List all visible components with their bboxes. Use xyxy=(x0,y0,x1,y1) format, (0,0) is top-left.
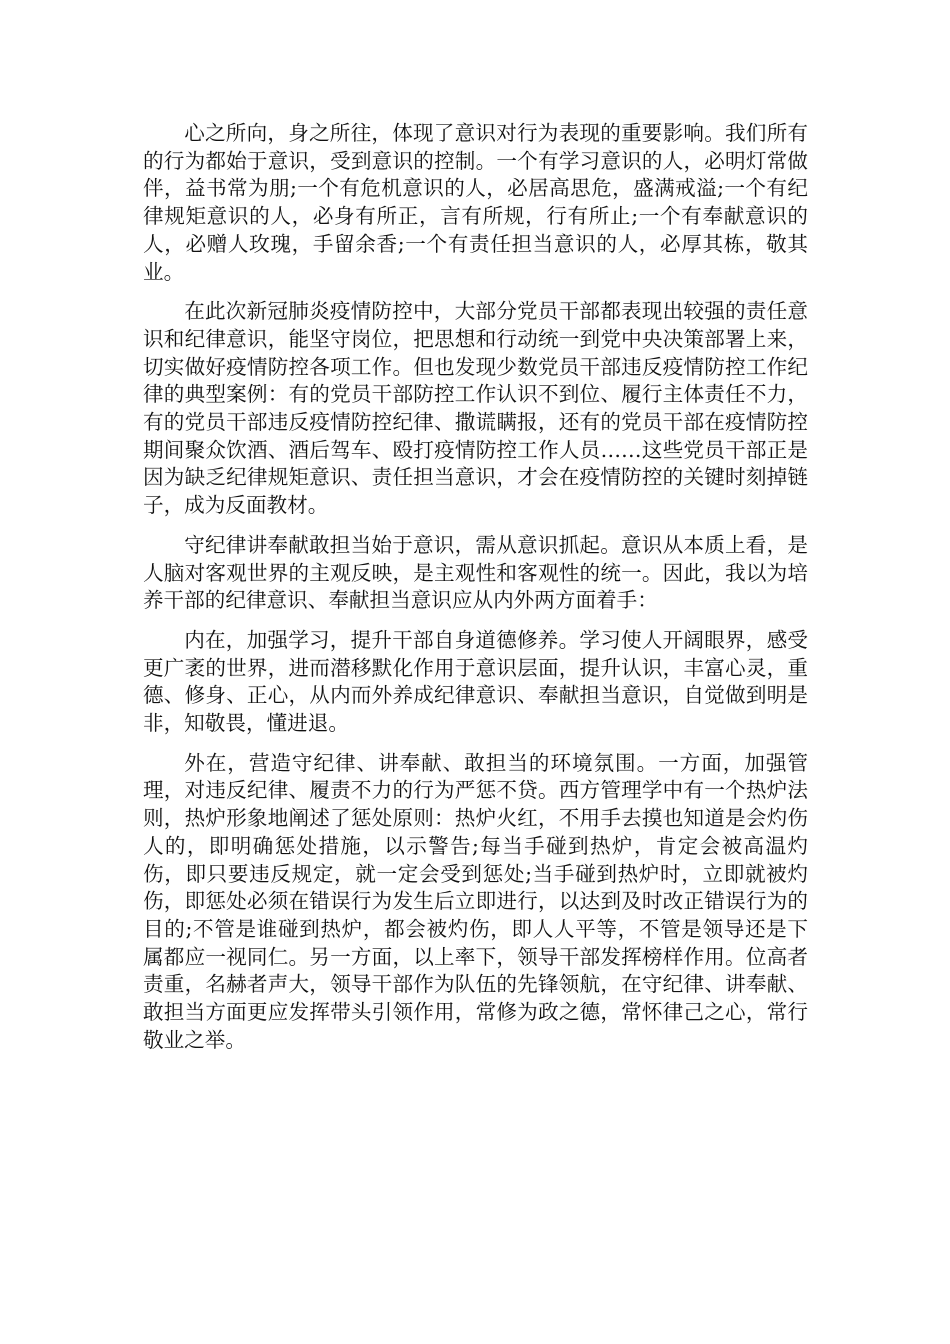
document-body xyxy=(143,120,808,1055)
paragraph-1: 心之所向，身之所往，体现了意识对行为表现的重要影响。我们所有的行为都始于意识，受到意识的控制。一个有学习意识的人，必明灯常做伴，益书常为朋;一个有危机意识的人，必居高思危，盛满戒溢;一个有纪律规矩意识的人，必身有所正，言有所规，行有所止;一个有奉献意识的人，必赠人玫瑰，手留余香;一个有责任担当意识的人，必厚其栋，敬其业。 xyxy=(143,121,808,284)
paragraph-5: 外在，营造守纪律、讲奉献、敢担当的环境氛围。一方面，加强管理，对违反纪律、履责不力的行为严惩不贷。西方管理学中有一个热炉法则，热炉形象地阐述了惩处原则：热炉火红，不用手去摸也知道是会灼伤人的，即明确惩处措施，以示警告;每当手碰到热炉，肯定会被高温灼伤，即只要违反规定，就一定会受到惩处;当手碰到热炉时，立即就被灼伤，即惩处必须在错误行为发生后立即进行，以达到及时改正错误行为的目的;不管是谁碰到热炉，都会被灼伤，即人人平等，不管是领导还是下属都应一视同仁。另一方面，以上率下，领导干部发挥榜样作用。位高者责重，名赫者声大，领导干部作为队伍的先锋领航，在守纪律、讲奉献、敢担当方面更应发挥带头引领作用，常修为政之德，常怀律己之心，常行敬业之举。 xyxy=(143,750,808,1052)
paragraph-4: 内在，加强学习，提升干部自身道德修养。学习使人开阔眼界，感受更广袤的世界，进而潜移默化作用于意识层面，提升认识，丰富心灵，重德、修身、正心，从内而外养成纪律意识、奉献担当意识，自觉做到明是非，知敬畏，懂进退。 xyxy=(143,627,808,736)
paragraph-3: 守纪律讲奉献敢担当始于意识，需从意识抓起。意识从本质上看，是人脑对客观世界的主观反映，是主观性和客观性的统一。因此，我以为培养干部的纪律意识、奉献担当意识应从内外两方面着手： xyxy=(143,532,808,613)
paragraph-2: 在此次新冠肺炎疫情防控中，大部分党员干部都表现出较强的责任意识和纪律意识，能坚守岗位，把思想和行动统一到党中央决策部署上来，切实做好疫情防控各项工作。但也发现少数党员干部违反疫情防控工作纪律的典型案例：有的党员干部防控工作认识不到位、履行主体责任不力，有的党员干部违反疫情防控纪律、撒谎瞒报，还有的党员干部在疫情防控期间聚众饮酒、酒后驾车、殴打疫情防控工作人员……这些党员干部正是因为缺乏纪律规矩意识、责任担当意识，才会在疫情防控的关键时刻掉链子，成为反面教材。 xyxy=(143,299,808,518)
